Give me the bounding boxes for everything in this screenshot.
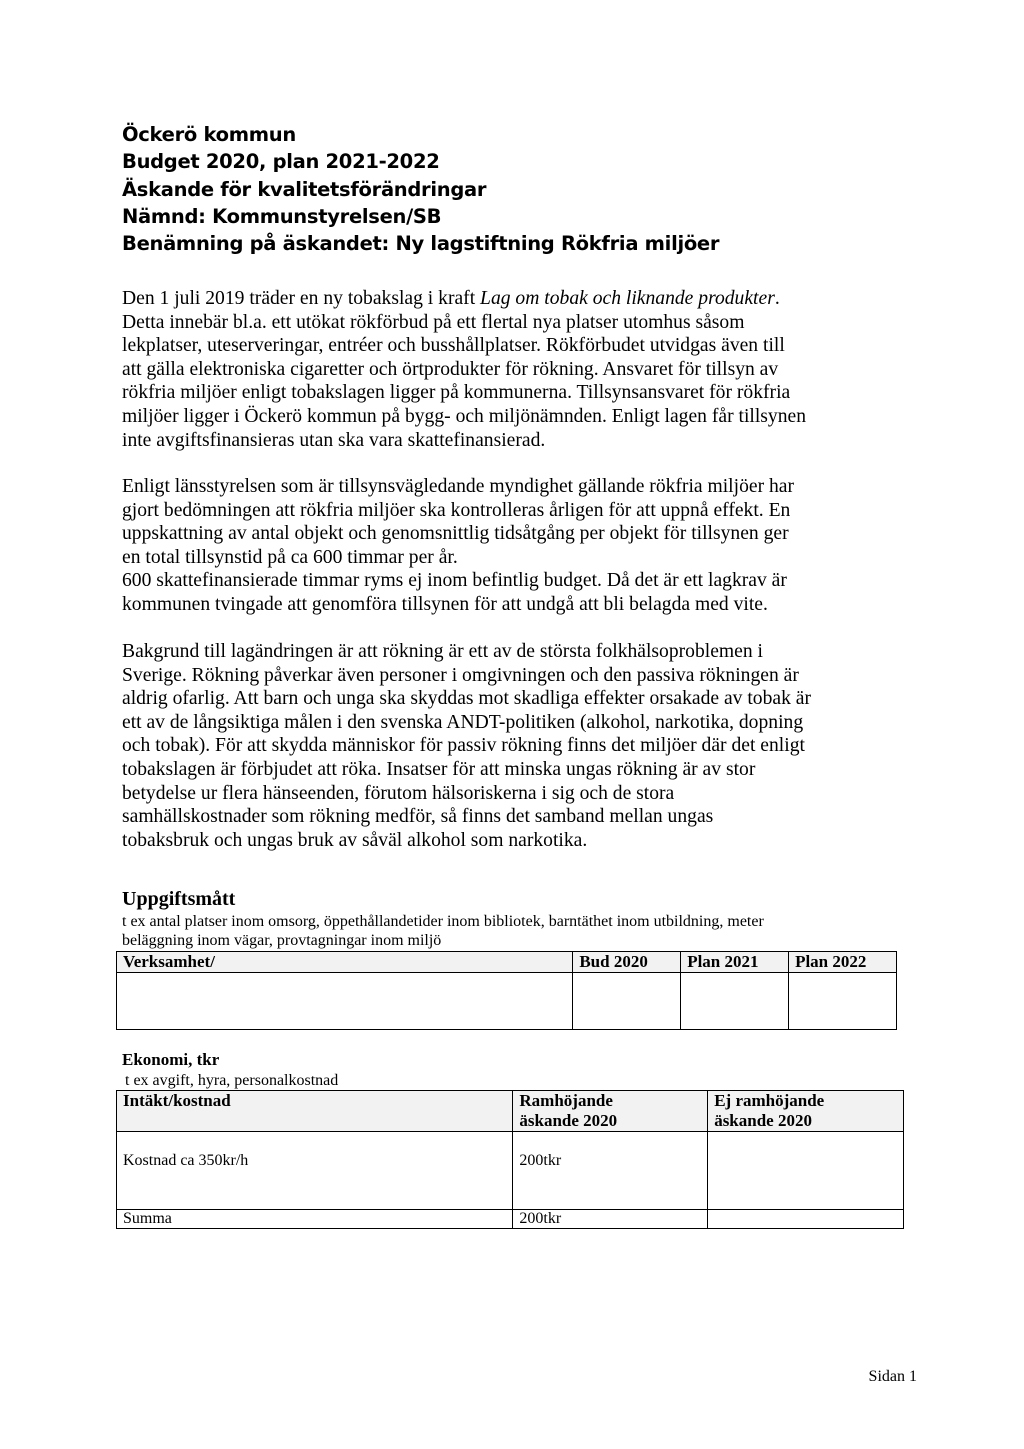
table-cell: Summa: [117, 1210, 513, 1229]
header-line: Ej ramhöjande: [714, 1091, 825, 1110]
paragraph-line: uppskattning av antal objekt och genomsnittlig tidsåtgång per objekt för tillsynen ger: [122, 523, 789, 545]
table-cell: 200tkr: [513, 1210, 708, 1229]
page-number: Sidan 1: [868, 1368, 917, 1385]
header-line: äskande 2020: [519, 1110, 618, 1130]
column-header-verksamhet: Verksamhet/: [117, 952, 573, 973]
ekonomi-table: [116, 1090, 904, 1229]
paragraph-line: rökfria miljöer enligt tobakslagen ligger på kommunerna. Tillsynsansvaret för rökfria: [122, 382, 791, 404]
table-cell: [573, 973, 681, 1030]
column-header-plan-2021: Plan 2021: [681, 952, 789, 973]
paragraph-line: Enligt länsstyrelsen som är tillsynsvägledande myndighet gällande rökfria miljöer har: [122, 476, 795, 497]
paragraph-line: miljöer ligger i Öckerö kommun på bygg- och miljönämnden. Enligt lagen får tillsynen: [122, 405, 806, 427]
table-cell: Kostnad ca 350kr/h: [117, 1132, 513, 1210]
header-line: äskande 2020: [714, 1110, 812, 1130]
uppgiftsmatt-table: [116, 951, 897, 1030]
committee-title: Nämnd: Kommunstyrelsen/SB: [122, 204, 442, 228]
paragraph-line: inte avgiftsfinansieras utan ska vara skattefinansierad.: [122, 429, 546, 451]
text-span: .: [774, 288, 780, 309]
budget-title: Budget 2020, plan 2021-2022: [122, 150, 440, 174]
ekonomi-hint: t ex avgift, hyra, personalkostnad: [125, 1072, 339, 1089]
request-type-title: Äskande för kvalitetsförändringar: [122, 177, 487, 201]
column-header-ej-ramhojande: [708, 1091, 904, 1132]
table-cell: 200tkr: [513, 1132, 708, 1210]
hint-line: beläggning inom vägar, provtagningar inom miljö: [122, 932, 442, 949]
paragraph-line: Sverige. Rökning påverkar även personer i omgivningen och den passiva rökningen är: [122, 664, 799, 686]
table-row: [117, 973, 897, 1030]
table-cell: [708, 1132, 904, 1210]
table-row: [117, 1132, 904, 1210]
paragraph-assessment: [122, 475, 922, 617]
header-line: Intäkt/kostnad: [123, 1091, 231, 1110]
paragraph-line: en total tillsynstid på ca 600 timmar per år.: [122, 546, 458, 568]
paragraph-line: gjort bedömningen att rökfria miljöer ska kontrolleras årligen för att uppnå effekt. En: [122, 499, 791, 521]
paragraph-new-law: [122, 287, 922, 452]
law-name: Lag om tobak och liknande produkter: [480, 288, 775, 309]
paragraph-line: och tobak). För att skydda människor för passiv rökning finns det miljöer där det enligt: [122, 735, 805, 757]
paragraph-line: Detta innebär bl.a. ett utökat rökförbud på ett flertal nya platser utomhus såsom: [122, 311, 745, 333]
text-span: Den 1 juli 2019 träder en ny tobakslag i kraft: [122, 288, 481, 309]
ekonomi-title: Ekonomi, tkr: [122, 1050, 220, 1069]
paragraph-line: att gälla elektroniska cigaretter och örtprodukter för rökning. Ansvaret för tillsyn av: [122, 358, 779, 380]
header-line: Ramhöjande: [519, 1091, 613, 1110]
paragraph-line: [122, 287, 922, 311]
table-cell: [117, 973, 573, 1030]
table-cell: [708, 1210, 904, 1229]
document-header: [122, 121, 719, 257]
uppgiftsmatt-title: Uppgiftsmått: [122, 888, 236, 910]
table-cell: [681, 973, 789, 1030]
table-header-row: [117, 952, 897, 973]
table-row-summa: [117, 1210, 904, 1229]
column-header-intakt-kostnad: [117, 1091, 513, 1132]
paragraph-line: aldrig ofarlig. Att barn och unga ska skyddas mot skadliga effekter orsakade av tobak är: [122, 688, 812, 710]
paragraph-line: tobaksbruk och ungas bruk av såväl alkohol som narkotika.: [122, 829, 588, 851]
column-header-bud-2020: Bud 2020: [573, 952, 681, 973]
paragraph-background: [122, 640, 922, 852]
paragraph-line: betydelse ur flera hänseenden, förutom hälsoriskerna i sig och de stora: [122, 782, 675, 804]
paragraph-line: lekplatser, uteserveringar, entréer och busshållplatser. Rökförbudet utvidgas även till: [122, 335, 785, 357]
uppgiftsmatt-hint: [122, 912, 764, 950]
request-name-title: Benämning på äskandet: Ny lagstiftning Rökfria miljöer: [122, 232, 720, 256]
hint-line: t ex antal platser inom omsorg, öppethållandetider inom bibliotek, barntäthet inom utbildning, meter: [122, 913, 764, 930]
paragraph-line: 600 skattefinansierade timmar ryms ej inom befintlig budget. Då det är ett lagkrav är: [122, 570, 787, 592]
paragraph-line: tobakslagen är förbjudet att röka. Insatser för att minska ungas rökning är av stor: [122, 758, 756, 780]
column-header-plan-2022: Plan 2022: [789, 952, 897, 973]
column-header-ramhojande: [513, 1091, 708, 1132]
paragraph-line: samhällskostnader som rökning medför, så finns det samband mellan ungas: [122, 806, 714, 828]
paragraph-line: Bakgrund till lagändringen är att rökning är ett av de största folkhälsoproblemen i: [122, 641, 763, 662]
table-cell: [789, 973, 897, 1030]
table-header-row: [117, 1091, 904, 1132]
municipality-title: Öckerö kommun: [122, 123, 296, 146]
paragraph-line: ett av de långsiktiga målen i den svenska ANDT-politiken (alkohol, narkotika, dopning: [122, 711, 804, 733]
paragraph-line: kommunen tvingade att genomföra tillsynen för att undgå att bli belagda med vite.: [122, 593, 768, 615]
